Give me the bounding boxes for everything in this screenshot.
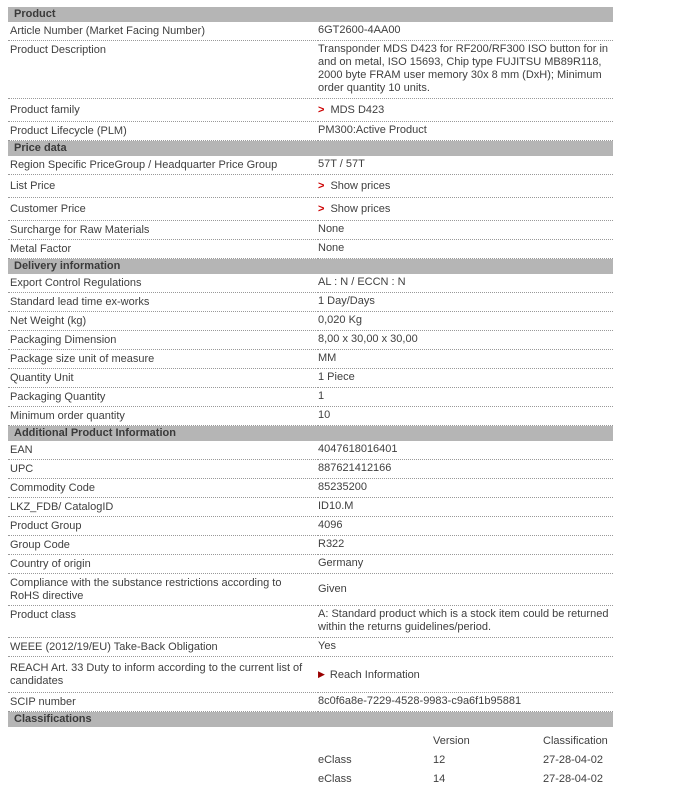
table-row <box>8 536 613 555</box>
classification-code: 27-28-04-02 <box>543 754 603 766</box>
table-row <box>8 175 613 198</box>
row-value: 10 <box>318 409 331 421</box>
table-row <box>8 198 613 221</box>
link-label: MDS D423 <box>330 103 385 116</box>
row-label: LKZ_FDB/ CatalogID <box>10 501 114 513</box>
row-value: 4047618016401 <box>318 443 398 455</box>
row-label: Surcharge for Raw Materials <box>10 224 150 236</box>
row-label: WEEE (2012/19/EU) Take-Back Obligation <box>10 641 218 653</box>
row-value: 1 Day/Days <box>318 295 375 307</box>
table-row <box>8 638 613 657</box>
table-row <box>8 407 613 426</box>
row-label: Country of origin <box>10 558 91 570</box>
row-label: SCIP number <box>10 696 76 708</box>
table-row <box>8 460 613 479</box>
row-value: 57T / 57T <box>318 158 365 170</box>
row-value: Given <box>318 582 347 595</box>
table-row <box>8 22 613 41</box>
chevron-right-icon: > <box>318 103 325 116</box>
table-row <box>8 350 613 369</box>
classifications-spacer <box>8 727 318 751</box>
row-label: Customer Price <box>10 203 86 215</box>
classifications-row <box>8 727 613 789</box>
list-price-show-prices-link[interactable] <box>318 180 390 193</box>
table-row <box>8 479 613 498</box>
row-label: Net Weight (kg) <box>10 315 87 327</box>
row-value: Yes <box>318 640 336 652</box>
link-label: Show prices <box>330 179 391 192</box>
row-value: 8c0f6a8e-7229-4528-9983-c9a6f1b95881 <box>318 695 522 707</box>
classifications-version-header: Version <box>433 735 470 747</box>
row-label: List Price <box>10 180 56 192</box>
row-value: 0,020 Kg <box>318 314 363 326</box>
section-header-classifications: Classifications <box>8 712 613 728</box>
row-value: R322 <box>318 538 345 550</box>
row-value: 85235200 <box>318 481 367 493</box>
row-value <box>318 657 613 693</box>
row-value: 4096 <box>318 519 343 531</box>
classification-code: 27-28-04-02 <box>543 773 603 785</box>
row-label: Group Code <box>10 539 70 551</box>
classifications-classification-header: Classification <box>543 735 608 747</box>
row-value: 1 Piece <box>318 371 355 383</box>
row-label: Package size unit of measure <box>10 353 155 365</box>
row-value: AL : N / ECCN : N <box>318 276 406 288</box>
table-row <box>8 274 613 293</box>
row-value <box>318 198 613 221</box>
classifications-system-header <box>318 727 433 751</box>
classification-system: eClass <box>318 773 352 785</box>
row-value: PM300:Active Product <box>318 124 427 136</box>
row-value: MM <box>318 352 337 364</box>
section-header-row-additional-product-information <box>8 426 613 442</box>
classifications-spacer <box>8 751 318 770</box>
section-header-price-data: Price data <box>8 141 613 157</box>
table-row <box>8 388 613 407</box>
classification-row <box>8 770 613 789</box>
table-row <box>8 221 613 240</box>
table-row <box>8 657 613 693</box>
row-label: EAN <box>10 444 33 456</box>
classification-system: eClass <box>318 754 352 766</box>
product-details-panel <box>8 7 613 789</box>
classification-version: 14 <box>433 773 446 785</box>
row-value: 8,00 x 30,00 x 30,00 <box>318 333 418 345</box>
row-label: Metal Factor <box>10 243 72 255</box>
table-row <box>8 517 613 536</box>
product-family-link[interactable] <box>318 104 384 117</box>
table-row <box>8 240 613 259</box>
link-label: Reach Information <box>329 668 420 681</box>
row-label: Product family <box>10 104 80 116</box>
classifications-header-row <box>8 727 613 751</box>
row-value: None <box>318 223 345 235</box>
section-header-additional-product-information: Additional Product Information <box>8 426 613 442</box>
row-label: Commodity Code <box>10 482 95 494</box>
link-label: Show prices <box>330 202 391 215</box>
row-value <box>318 99 613 122</box>
section-header-row-classifications <box>8 712 613 728</box>
classification-version: 12 <box>433 754 446 766</box>
table-row <box>8 369 613 388</box>
table-row <box>8 606 613 638</box>
chevron-right-icon: > <box>318 179 325 192</box>
classifications-spacer <box>8 770 318 789</box>
section-header-product: Product <box>8 7 613 22</box>
row-value: None <box>318 242 345 254</box>
row-label: Minimum order quantity <box>10 410 125 422</box>
row-label: Packaging Quantity <box>10 391 106 403</box>
table-row <box>8 331 613 350</box>
chevron-right-icon: > <box>318 202 325 215</box>
row-value: A: Standard product which is a stock item could be returned within the returns guidelines/period. <box>318 608 609 633</box>
section-header-delivery-information: Delivery information <box>8 259 613 275</box>
row-value: Transponder MDS D423 for RF200/RF300 ISO button for in and on metal, ISO 15693, Chip type FUJITSU MB89R118, 2000 byte FRAM user memory 30x 8 mm (DxH); Minimum order quantity 10 units. <box>318 43 609 94</box>
spec-table <box>8 7 613 789</box>
row-label: Article Number (Market Facing Number) <box>10 25 205 37</box>
row-value: 1 <box>318 390 325 402</box>
row-label: Standard lead time ex-works <box>10 296 150 308</box>
row-value: Germany <box>318 557 364 569</box>
customer-price-show-prices-link[interactable] <box>318 203 390 216</box>
row-value <box>318 175 613 198</box>
table-row <box>8 122 613 141</box>
classifications-table <box>8 727 613 789</box>
row-value: 6GT2600-4AA00 <box>318 24 401 36</box>
row-label: Quantity Unit <box>10 372 74 384</box>
row-label: Export Control Regulations <box>10 277 142 289</box>
row-label: Packaging Dimension <box>10 334 117 346</box>
table-row <box>8 693 613 712</box>
row-label: Product Group <box>10 520 82 532</box>
row-label: Product Lifecycle (PLM) <box>10 125 127 137</box>
classifications-table-cell <box>8 727 613 789</box>
table-row <box>8 555 613 574</box>
table-row <box>8 156 613 175</box>
row-label: Product Description <box>10 44 106 56</box>
reach-information-link[interactable] <box>318 668 420 682</box>
row-label: Compliance with the substance restrictions according to RoHS directive <box>10 577 282 602</box>
triangle-right-icon: ▶ <box>318 668 325 679</box>
section-header-row-product <box>8 7 613 22</box>
table-row <box>8 293 613 312</box>
section-header-row-delivery-information <box>8 259 613 275</box>
row-value: 887621412166 <box>318 462 392 474</box>
row-label: REACH Art. 33 Duty to inform according to the current list of candidates <box>10 662 303 687</box>
table-row <box>8 41 613 99</box>
row-value: ID10.M <box>318 500 354 512</box>
row-label: UPC <box>10 463 34 475</box>
table-row <box>8 312 613 331</box>
row-label: Region Specific PriceGroup / Headquarter Price Group <box>10 159 278 171</box>
row-label: Product class <box>10 609 77 621</box>
table-row <box>8 574 613 606</box>
table-row <box>8 441 613 460</box>
table-row <box>8 99 613 122</box>
section-header-row-price-data <box>8 141 613 157</box>
table-row <box>8 498 613 517</box>
classification-row <box>8 751 613 770</box>
